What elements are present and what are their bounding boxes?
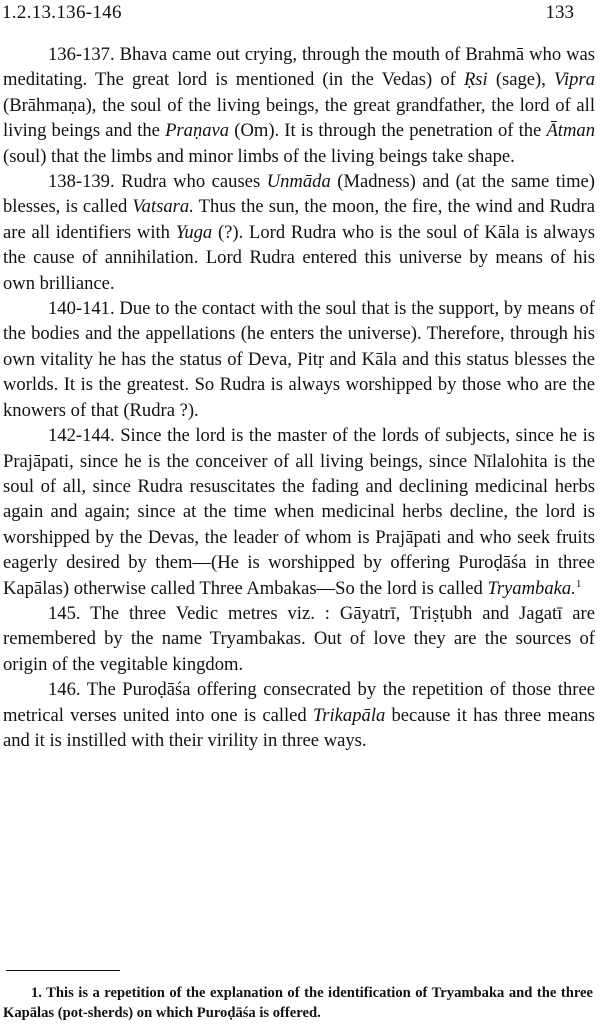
running-header: [2, 2, 574, 30]
page-number: 133: [545, 2, 574, 23]
section-reference: 1.2.13.136-146: [2, 2, 122, 23]
text-run: (Brāhmaṇa), the soul of the living beings, the great grandfather, the lord of all living beings and the: [3, 94, 595, 142]
footnote: 1. This is a repetition of the explanation of the identification of Tryambaka and the three Kapālas (pot-sherds) on which Puroḍāśa is offered.: [3, 985, 593, 1021]
text-run: 136-137. Bhava came out crying, through the mouth of Brahmā who was meditating. The great lord is mentioned (in the Vedas) of: [3, 44, 595, 91]
paragraph-142-144: [3, 423, 595, 601]
italic-term: Praṇava: [165, 120, 230, 142]
footnote-divider: [6, 970, 120, 971]
text-run: (soul) that the limbs and minor limbs of the living beings take shape.: [3, 145, 515, 167]
italic-term: Ātman: [546, 120, 595, 142]
italic-term: Vipra: [554, 69, 595, 91]
text-run: 142-144. Since the lord is the master of the lords of subjects, since he is Prajāpati, since he is the conceiver of all living beings, since Nīlalohita is the soul of all, since Rudra resuscitates the fading and declining medicinal herbs again and again; since at the time when medicinal herbs decline, the lord is worshipped by the Devas, the leader of whom is Prajāpati and who seek fruits eagerly desired by them—(He is worshipped by offering Puroḍāśa in three Kapālas) otherwise called Three Ambakas—So the lord is called: [3, 425, 595, 599]
text-run: (Om). It is through the penetration of the: [229, 120, 547, 142]
paragraph-138-139: [3, 169, 595, 296]
italic-term: Unmāda: [266, 171, 331, 193]
text-run: 146. The Puroḍāśa offering consecrated by the repetition of those three metrical verses united into one is called: [3, 679, 595, 726]
italic-term: Ṛsi: [463, 69, 488, 91]
footnote-marker: 1: [575, 577, 582, 590]
paragraph-145: [3, 601, 595, 677]
italic-term: Yuga: [175, 221, 213, 243]
text-run: 138-139. Rudra who causes: [48, 171, 267, 193]
paragraph-140-141: [3, 296, 595, 423]
text-run: Thus the sun, the moon, the fire, the wind and Rudra are all identifiers with: [3, 196, 595, 243]
text-run: because it has three means and it is instilled with their virility in three ways.: [3, 704, 595, 751]
text-run: 145. The three Vedic metres viz. : Gāyatrī, Triṣṭubh and Jagatī are remembered by the name Tryambakas. Out of love they are the sources of origin of the vegitable kingdom.: [3, 602, 595, 675]
paragraph-136-137: [3, 42, 595, 169]
italic-term: Trikapāla: [312, 704, 386, 726]
text-run: (?). Lord Rudra who is the soul of Kāla is always the cause of annihilation. Lord Rudra entered this universe by means of his own brilliance.: [3, 221, 595, 294]
main-text: [3, 42, 595, 753]
paragraph-146: [3, 677, 595, 753]
italic-term: Tryambaka.: [487, 577, 576, 599]
italic-term: Vatsara.: [132, 196, 194, 218]
text-run: 140-141. Due to the contact with the soul that is the support, by means of the bodies and the appellations (he enters the universe). Therefore, through his own vitality he has the status of Deva, Pitṛ and Kāla and this status blesses the worlds. It is the greatest. So Rudra is always worshipped by those who are the knowers of that (Rudra ?).: [3, 298, 595, 421]
text-run: (sage),: [487, 69, 555, 91]
text-run: (Madness) and (at the same time) blesses, is called: [3, 171, 595, 218]
